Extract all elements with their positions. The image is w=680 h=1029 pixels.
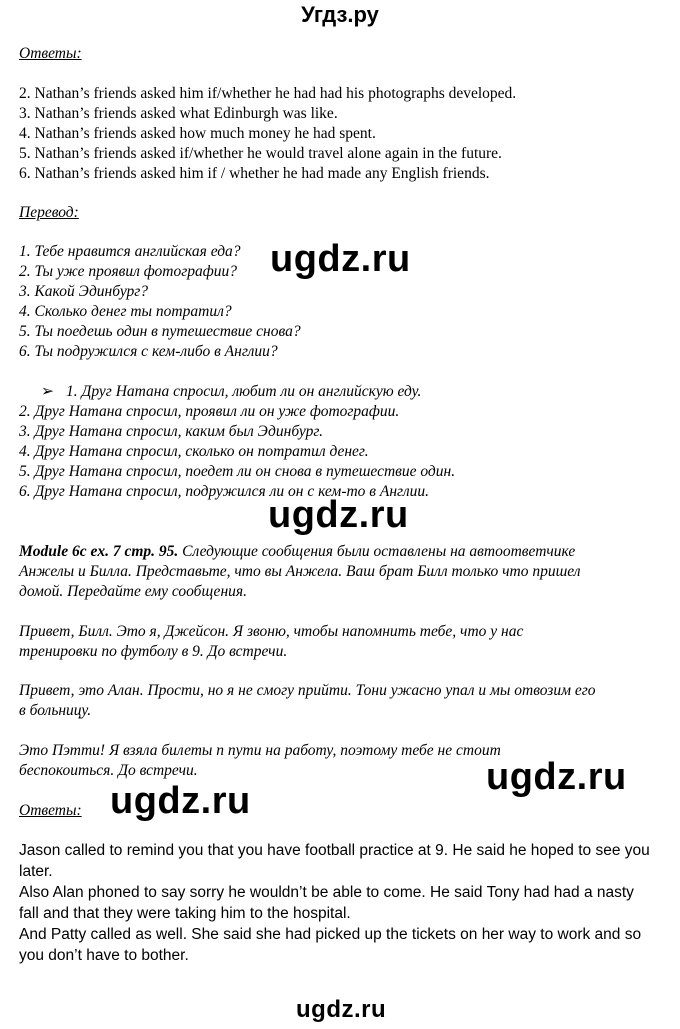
question-line: 6. Ты подружился с кем-либо в Англии? [19, 343, 278, 360]
message-1 [19, 622, 523, 662]
question-line: 1. Тебе нравится английская еда? [19, 243, 241, 260]
task-text: домой. Передайте ему сообщения. [19, 583, 247, 600]
answers-section-1 [19, 44, 82, 64]
reported-line-bulleted [41, 382, 455, 402]
message-line: в больницу. [19, 702, 92, 719]
message-2 [19, 681, 596, 721]
task-text: Анжелы и Билла. Представьте, что вы Анжела. Ваш брат Билл только что пришел [19, 563, 581, 580]
message-line: Привет, Билл. Это я, Джейсон. Я звоню, чтобы напомнить тебе, что у нас [19, 623, 524, 640]
message-line: Это Пэтти! Я взяла билеты п пути на работу, поэтому тебе не стоит [19, 742, 501, 759]
questions-list [19, 242, 301, 362]
message-line: Привет, это Алан. Прости, но я не смогу прийти. Тони ужасно упал и мы отвозим его [19, 682, 596, 699]
translation-heading: Перевод: [19, 204, 79, 221]
message-line: тренировки по футболу в 9. До встречи. [19, 643, 288, 660]
question-line: 5. Ты поедешь один в путешествие снова? [19, 323, 301, 340]
reported-line: 5. Друг Натана спросил, поедет ли он снова в путешествие один. [19, 463, 456, 480]
answer-line: 6. Nathan’s friends asked him if / whether he had made any English friends. [19, 165, 490, 182]
answers-list-1 [19, 84, 516, 184]
answer-line: you don’t have to bother. [19, 947, 189, 964]
task-text: Следующие сообщения были оставлены на автоответчике [178, 543, 576, 560]
answer-line: And Patty called as well. She said she had picked up the tickets on her way to work and so [19, 926, 642, 943]
answer-line: 2. Nathan’s friends asked him if/whether he had had his photographs developed. [19, 85, 517, 102]
answer-line: fall and that they were taking him to the hospital. [19, 905, 351, 922]
answer-line: 3. Nathan’s friends asked what Edinburgh was like. [19, 105, 338, 122]
reported-line: 3. Друг Натана спросил, каким был Эдинбург. [19, 423, 324, 440]
answer-line: Also Alan phoned to say sorry he wouldn’t be able to come. He said Tony had had a nasty [19, 884, 634, 901]
reported-line: 6. Друг Натана спросил, подружился ли он с кем-то в Англии. [19, 483, 430, 500]
watermark: ugdz.ru [296, 996, 387, 1023]
answer-line: Jason called to remind you that you have football practice at 9. He said he hoped to see you [19, 842, 650, 859]
question-line: 2. Ты уже проявил фотографии? [19, 263, 238, 280]
arrow-bullet-icon: ➢ [41, 383, 54, 400]
translation-section [19, 203, 79, 223]
watermark: ugdz.ru [268, 494, 409, 536]
answers-heading: Ответы: [19, 45, 82, 62]
site-title: Угдз.ру [301, 2, 379, 27]
question-line: 3. Какой Эдинбург? [19, 283, 149, 300]
answer-line: 5. Nathan’s friends asked if/whether he would travel alone again in the future. [19, 145, 502, 162]
answer-line: 4. Nathan’s friends asked how much money he had spent. [19, 125, 376, 142]
reported-line: 4. Друг Натана спросил, сколько он потратил денег. [19, 443, 369, 460]
question-line: 4. Сколько денег ты потратил? [19, 303, 232, 320]
reported-list [19, 382, 455, 502]
message-3 [19, 741, 501, 781]
reported-line: 2. Друг Натана спросил, проявил ли он уже фотографии. [19, 403, 400, 420]
answers-heading: Ответы: [19, 802, 82, 819]
reported-line-text: 1. Друг Натана спросил, любит ли он английскую еду. [66, 383, 422, 400]
watermark: ugdz.ru [270, 238, 411, 280]
watermark: ugdz.ru [486, 756, 627, 798]
task-description [19, 542, 581, 602]
answers-section-2 [19, 801, 82, 821]
answers-list-2 [19, 840, 650, 966]
answer-line: later. [19, 863, 53, 880]
task-reference: Module 6c ex. 7 стр. 95. [19, 543, 179, 560]
message-line: беспокоиться. До встречи. [19, 762, 198, 779]
watermark: ugdz.ru [110, 780, 251, 822]
